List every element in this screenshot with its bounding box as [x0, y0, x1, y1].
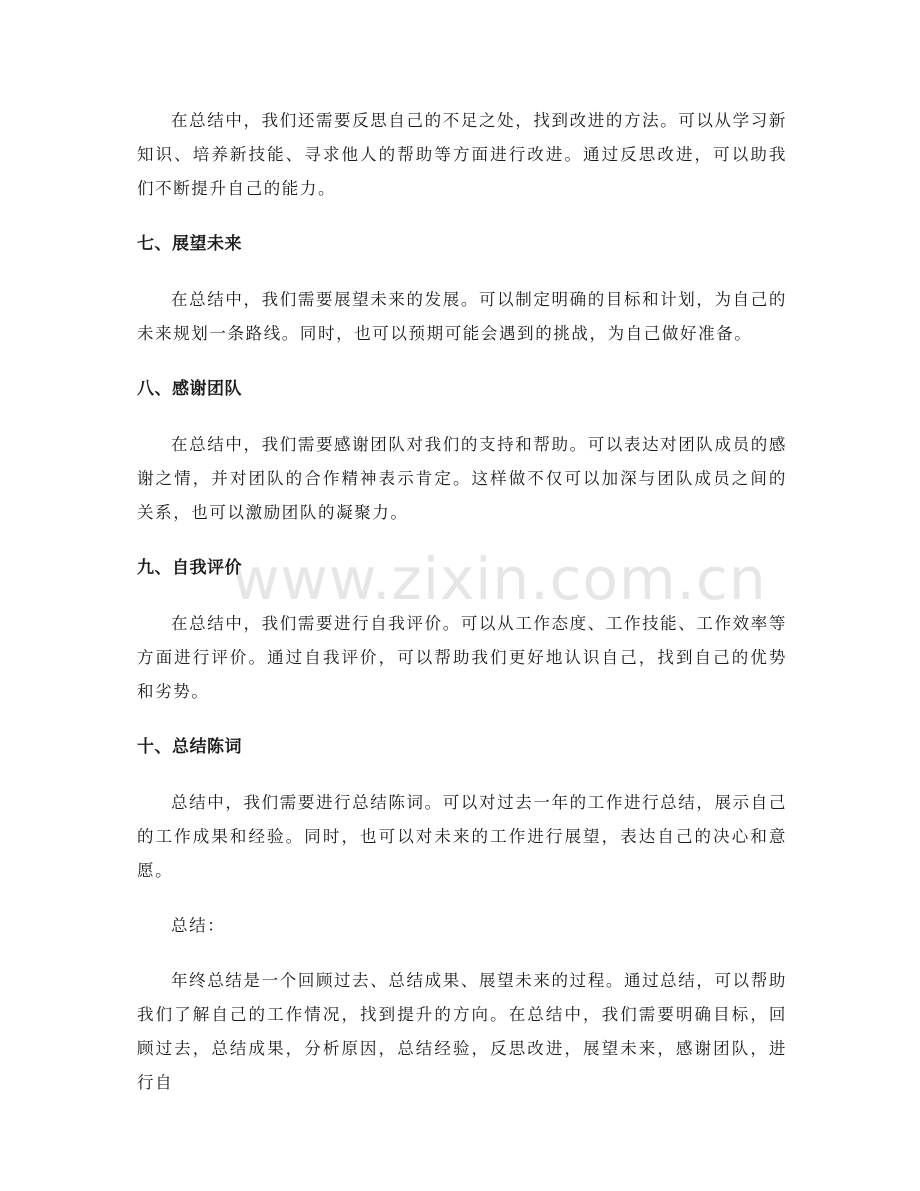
document-body [137, 104, 787, 1100]
paragraph-team: 在总结中，我们需要感谢团队对我们的支持和帮助。可以表达对团队成员的感谢之情，并对团队的合作精神表示肯定。这样做不仅可以加深与团队成员之间的关系，也可以激励团队的凝聚力。 [137, 435, 787, 522]
paragraph-closing-remarks: 总结中，我们需要进行总结陈词。可以对过去一年的工作进行总结，展示自己的工作成果和经验。同时，也可以对未来的工作进行展望，表达自己的决心和意愿。 [137, 793, 787, 880]
summary-label: 总结： [171, 916, 226, 935]
heading-self-evaluation: 九、自我评价 [137, 558, 242, 578]
heading-team: 八、感谢团队 [137, 379, 242, 399]
paragraph-summary: 年终总结是一个回顾过去、总结成果、展望未来的过程。通过总结，可以帮助我们了解自己的工作情况，找到提升的方向。在总结中，我们需要明确目标，回顾过去，总结成果，分析原因，总结经验，反思改进，展望未来，感谢团队，进行自 [137, 971, 787, 1092]
paragraph-future: 在总结中，我们需要展望未来的发展。可以制定明确的目标和计划，为自己的未来规划一条路线。同时，也可以预期可能会遇到的挑战，为自己做好准备。 [137, 290, 787, 343]
paragraph-reflection: 在总结中，我们还需要反思自己的不足之处，找到改进的方法。可以从学习新知识、培养新技能、寻求他人的帮助等方面进行改进。通过反思改进，可以助我们不断提升自己的能力。 [137, 111, 787, 198]
watermark: www.zixin.com.cn [232, 545, 767, 613]
heading-future: 七、展望未来 [137, 234, 242, 254]
paragraph-self-evaluation: 在总结中，我们需要进行自我评价。可以从工作态度、工作技能、工作效率等方面进行评价。通过自我评价，可以帮助我们更好地认识自己，找到自己的优势和劣势。 [137, 614, 787, 701]
heading-closing-remarks: 十、总结陈词 [137, 737, 242, 757]
